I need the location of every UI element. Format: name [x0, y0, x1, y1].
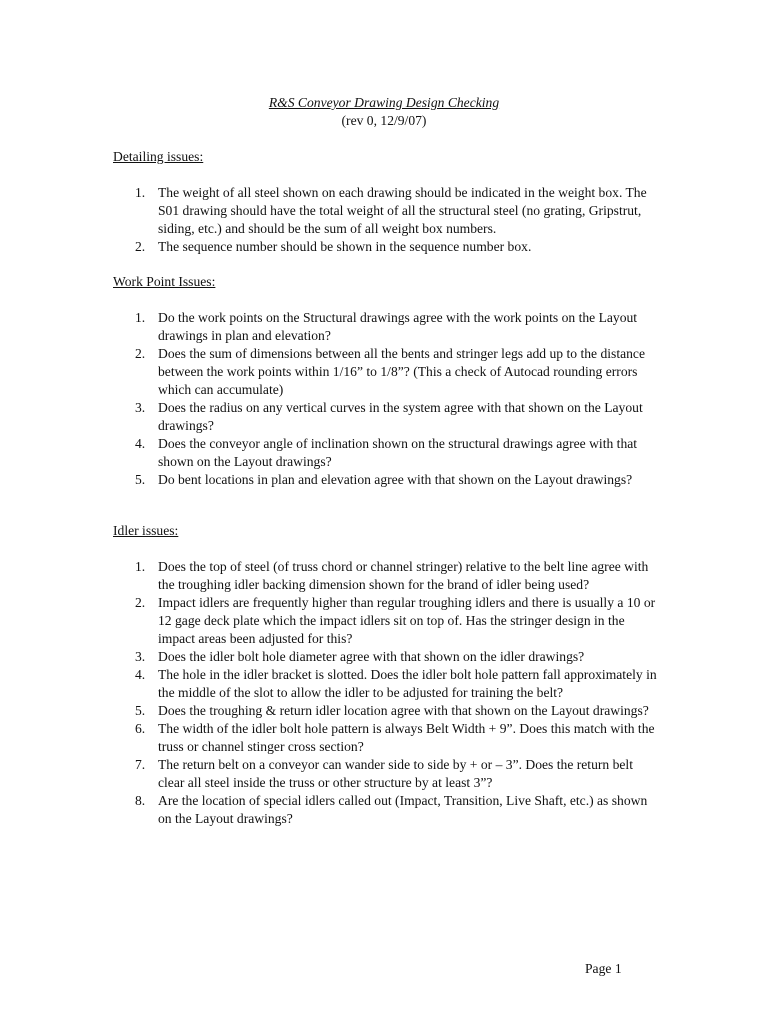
list-item — [113, 184, 658, 238]
list-item-number: 6. — [135, 721, 146, 736]
list-item-number: 5. — [135, 472, 146, 487]
list-item-text: The sequence number should be shown in the sequence number box. — [158, 239, 532, 254]
list-item-text: Does the sum of dimensions between all the bents and stringer legs add up to the distance between the work points within 1/16” to 1/8”? (This a check of Autocad rounding errors which can accumulate) — [158, 346, 645, 397]
section-heading-work-point: Work Point Issues: — [113, 274, 216, 289]
list-item-number: 4. — [135, 667, 146, 682]
list-item — [113, 648, 658, 666]
list-item-number: 2. — [135, 595, 146, 610]
list-item-text: The weight of all steel shown on each drawing should be indicated in the weight box. The S01 drawing should have the total weight of all the structural steel (no grating, Gripstrut, siding, etc.) and should be the sum of all weight box numbers. — [158, 185, 647, 236]
list-item — [113, 666, 658, 702]
list-item-text: Does the troughing & return idler location agree with that shown on the Layout drawings? — [158, 703, 649, 718]
detailing-issues-list — [113, 184, 658, 256]
list-item — [113, 238, 658, 256]
list-item-text: Does the radius on any vertical curves in the system agree with that shown on the Layout drawings? — [158, 400, 643, 433]
list-item-text: Impact idlers are frequently higher than regular troughing idlers and there is usually a 10 or 12 gage deck plate which the impact idlers sit on top of. Has the stringer design in the impact areas been adjusted for this? — [158, 595, 656, 646]
list-item-number: 3. — [135, 649, 146, 664]
list-item-text: The return belt on a conveyor can wander side to side by + or – 3”. Does the return belt clear all steel inside the truss or other structure by at least 3”? — [158, 757, 633, 790]
list-item-number: 8. — [135, 793, 146, 808]
idler-issues-list — [113, 558, 658, 828]
list-item-text: Does the idler bolt hole diameter agree with that shown on the idler drawings? — [158, 649, 585, 664]
list-item — [113, 594, 658, 648]
list-item — [113, 558, 658, 594]
list-item — [113, 399, 658, 435]
list-item — [113, 309, 658, 345]
list-item-text: Do bent locations in plan and elevation agree with that shown on the Layout drawings? — [158, 472, 633, 487]
list-item-text: Does the conveyor angle of inclination shown on the structural drawings agree with that shown on the Layout drawings? — [158, 436, 638, 469]
list-item-text: The width of the idler bolt hole pattern is always Belt Width + 9”. Does this match with the truss or channel stinger cross section? — [158, 721, 655, 754]
list-item — [113, 792, 658, 828]
list-item — [113, 345, 658, 399]
list-item-text: The hole in the idler bracket is slotted. Does the idler bolt hole pattern fall approximately in the middle of the slot to allow the idler to be adjusted for training the belt? — [158, 667, 657, 700]
list-item-number: 1. — [135, 185, 146, 200]
section-heading-idler: Idler issues: — [113, 523, 179, 538]
list-item — [113, 756, 658, 792]
list-item — [113, 471, 658, 489]
list-item-number: 7. — [135, 757, 146, 772]
list-item-number: 2. — [135, 239, 146, 254]
list-item-text: Are the location of special idlers called out (Impact, Transition, Live Shaft, etc.) as shown on the Layout drawings? — [158, 793, 648, 826]
list-item — [113, 720, 658, 756]
list-item-number: 1. — [135, 310, 146, 325]
document-revision: (rev 0, 12/9/07) — [341, 113, 427, 128]
list-item-text: Does the top of steel (of truss chord or channel stringer) relative to the belt line agree with the troughing idler backing dimension shown for the brand of idler being used? — [158, 559, 649, 592]
list-item-number: 4. — [135, 436, 146, 451]
work-point-issues-list — [113, 309, 658, 489]
list-item-number: 5. — [135, 703, 146, 718]
list-item-number: 1. — [135, 559, 146, 574]
page-number: Page 1 — [585, 961, 622, 976]
section-heading-detailing: Detailing issues: — [113, 149, 204, 164]
document-title: R&S Conveyor Drawing Design Checking — [268, 95, 500, 110]
list-item — [113, 702, 658, 720]
list-item-number: 3. — [135, 400, 146, 415]
list-item — [113, 435, 658, 471]
list-item-number: 2. — [135, 346, 146, 361]
list-item-text: Do the work points on the Structural drawings agree with the work points on the Layout drawings in plan and elevation? — [158, 310, 638, 343]
